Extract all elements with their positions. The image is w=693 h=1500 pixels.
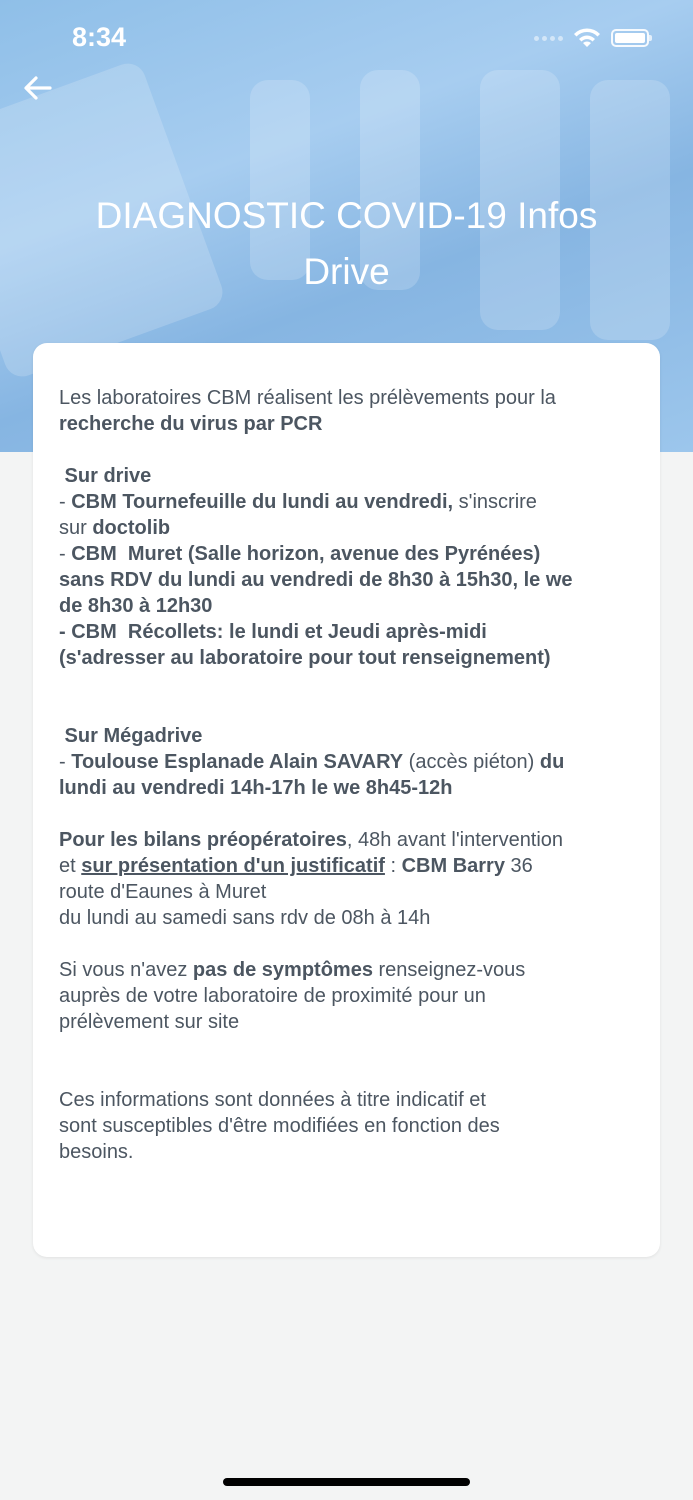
bold-text: CBM Barry <box>401 855 505 877</box>
home-indicator[interactable] <box>223 1478 470 1486</box>
text: (accès piéton) <box>403 751 540 773</box>
text-line <box>59 619 640 645</box>
bold-text: recherche du virus par PCR <box>59 413 323 435</box>
bold-text: doctolib <box>92 517 171 539</box>
text-line <box>59 541 640 567</box>
text-line <box>59 723 640 749</box>
text-line <box>59 931 640 957</box>
bold-text: (s'adresser au laboratoire pour tout renseignement) <box>59 647 551 669</box>
text-line <box>59 1087 640 1113</box>
status-time: 8:34 <box>72 22 127 52</box>
text: , 48h avant l'intervention <box>346 829 564 851</box>
bold-text: Sur Mégadrive <box>59 725 203 747</box>
text: renseignez-vous <box>372 959 526 981</box>
bold-text: sur présentation d'un justificatif <box>81 855 385 877</box>
text-line <box>59 645 640 671</box>
text-line <box>59 489 640 515</box>
page-title <box>60 188 633 300</box>
bold-text: Sur drive <box>59 465 152 487</box>
text-line <box>59 827 640 853</box>
text: s'inscrire <box>453 491 537 513</box>
back-button[interactable] <box>20 70 56 106</box>
text: Si vous n'avez <box>59 959 193 981</box>
text-line <box>59 1035 640 1061</box>
text: besoins. <box>59 1141 134 1163</box>
text: Ces informations sont données à titre indicatif et <box>59 1089 486 1111</box>
text-line <box>59 671 640 697</box>
page-title-line2: Drive <box>303 251 390 292</box>
text: sont susceptibles d'être modifiées en fonction des <box>59 1115 500 1137</box>
bold-text: CBM Muret (Salle horizon, avenue des Pyrénées) <box>71 543 541 565</box>
text: auprès de votre laboratoire de proximité pour un <box>59 985 486 1007</box>
text-line <box>59 697 640 723</box>
text-line <box>59 411 640 437</box>
signal-icon <box>534 36 563 41</box>
text-line <box>59 749 640 775</box>
bold-text: lundi au vendredi 14h-17h le we 8h45-12h <box>59 777 453 799</box>
text-line <box>59 515 640 541</box>
arrow-left-icon <box>20 70 56 106</box>
battery-icon <box>611 29 649 47</box>
text: et <box>59 855 82 877</box>
text-line <box>59 905 640 931</box>
page-title-line1: DIAGNOSTIC COVID-19 Infos <box>95 195 598 236</box>
text: - <box>59 751 72 773</box>
text: route d'Eaunes à Muret <box>59 881 267 903</box>
text-line <box>59 1113 640 1139</box>
text-line <box>59 957 640 983</box>
text: sur <box>59 517 93 539</box>
text-line <box>59 1139 640 1165</box>
status-icons <box>534 28 649 48</box>
bold-text: du <box>539 751 565 773</box>
text-line <box>59 879 640 905</box>
bold-text: pas de symptômes <box>192 959 373 981</box>
text-line <box>59 853 640 879</box>
bold-text: de 8h30 à 12h30 <box>59 595 213 617</box>
bold-text: CBM Tournefeuille du lundi au vendredi, <box>71 491 454 513</box>
bold-text: Toulouse Esplanade Alain SAVARY <box>71 751 404 773</box>
text: : <box>384 855 402 877</box>
text: - <box>59 491 72 513</box>
text: - <box>59 543 72 565</box>
text: du lundi au samedi sans rdv de 08h à 14h <box>59 907 431 929</box>
text: 36 <box>504 855 533 877</box>
bold-text: - CBM Récollets: le lundi et Jeudi après-midi <box>59 621 487 643</box>
text-line <box>59 775 640 801</box>
wifi-icon <box>573 28 601 48</box>
text-line <box>59 1061 640 1087</box>
text: prélèvement sur site <box>59 1011 240 1033</box>
text: Les laboratoires CBM réalisent les prélèvements pour la <box>59 387 556 409</box>
text-line <box>59 463 640 489</box>
text-line <box>59 385 640 411</box>
text-line <box>59 593 640 619</box>
text-line <box>59 983 640 1009</box>
info-card <box>33 343 660 1257</box>
info-text <box>59 385 640 1165</box>
bold-text: sans RDV du lundi au vendredi de 8h30 à 15h30, le we <box>59 569 573 591</box>
bold-text: Pour les bilans préopératoires <box>59 829 347 851</box>
text-line <box>59 1009 640 1035</box>
text-line <box>59 437 640 463</box>
text-line <box>59 567 640 593</box>
text-line <box>59 801 640 827</box>
